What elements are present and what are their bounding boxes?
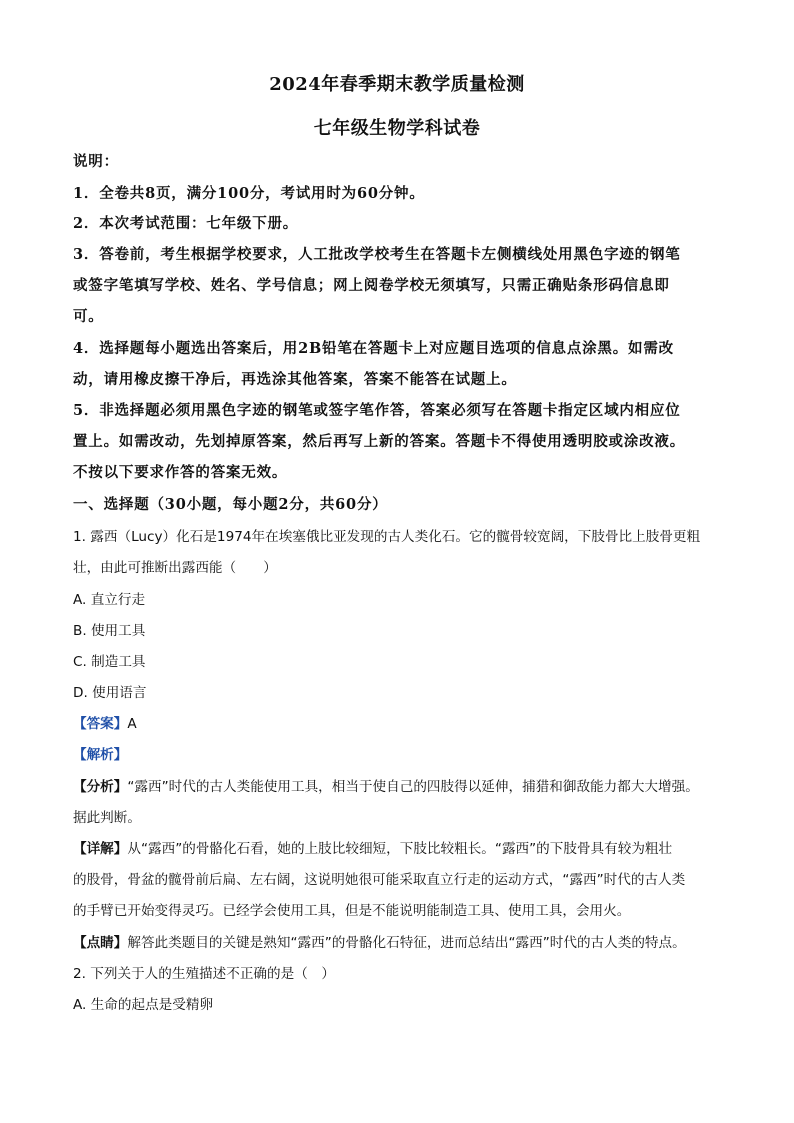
- instruction-line: 3．答卷前，考生根据学校要求，人工批改学校考生在答题卡左侧横线处用黑色字迹的钢笔: [73, 246, 681, 263]
- question-1-option-a: A. 直立行走: [73, 592, 146, 608]
- xiangjie-line-3: 的手臂已开始变得灵巧。已经学会使用工具，但是不能说明能制造工具、使用工具，会用火。: [73, 903, 631, 919]
- question-1-option-c: C. 制造工具: [73, 654, 146, 670]
- dianjing-tag: 【点睛】: [73, 935, 128, 951]
- fenxi-line-2: 据此判断。: [73, 810, 141, 826]
- xiangjie-line: [73, 837, 672, 857]
- instruction-line: 1．全卷共8页，满分100分，考试用时为60分钟。: [73, 185, 425, 202]
- instruction-line: 动，请用橡皮擦干净后，再选涂其他答案，答案不能答在试题上。: [73, 371, 517, 388]
- exam-title: 2024年春季期末教学质量检测: [269, 74, 525, 95]
- xiangjie-text: 从“露西”的骨骼化石看，她的上肢比较细短，下肢比较粗长。“露西”的下肢骨具有较为粗壮: [127, 841, 673, 857]
- question-2-stem: 2. 下列关于人的生殖描述不正确的是（ ）: [73, 966, 335, 982]
- instruction-line: 2．本次考试范围：七年级下册。: [73, 215, 299, 232]
- question-1-stem: 壮，由此可推断出露西能（ ）: [73, 560, 277, 576]
- xiangjie-line-2: 的股骨，骨盆的髋骨前后扁、左右阔，这说明她很可能采取直立行走的运动方式，“露西”时代的古人类: [73, 872, 686, 888]
- instruction-line: 可。: [73, 308, 104, 325]
- instruction-line: 不按以下要求作答的答案无效。: [73, 464, 288, 481]
- instructions-heading: 说明：: [73, 153, 119, 170]
- answer-value: A: [127, 716, 137, 732]
- answer-line: [73, 712, 137, 732]
- question-1-option-d: D. 使用语言: [73, 685, 147, 701]
- answer-tag: 【答案】: [73, 716, 128, 732]
- instruction-line: 或签字笔填写学校、姓名、学号信息；网上阅卷学校无须填写，只需正确贴条形码信息即: [73, 277, 670, 294]
- dianjing-text: 解答此类题目的关键是熟知“露西”的骨骼化石特征，进而总结出“露西”时代的古人类的特点。: [127, 935, 686, 951]
- question-1-stem: 1. 露西（Lucy）化石是1974年在埃塞俄比亚发现的古人类化石。它的髋骨较宽阔，下肢骨比上肢骨更粗: [73, 529, 701, 545]
- analysis-line: [73, 743, 127, 763]
- fenxi-text: “露西”时代的古人类能使用工具，相当于使自己的四肢得以延伸，捕猎和御敌能力都大大增强。: [127, 779, 699, 795]
- question-1-option-b: B. 使用工具: [73, 623, 146, 639]
- dianjing-line: [73, 931, 686, 951]
- analysis-tag: 【解析】: [73, 747, 128, 763]
- instruction-line: 置上。如需改动，先划掉原答案，然后再写上新的答案。答题卡不得使用透明胶或涂改液。: [73, 433, 685, 450]
- xiangjie-tag: 【详解】: [73, 841, 128, 857]
- instruction-line: 5．非选择题必须用黑色字迹的钢笔或签字笔作答，答案必须写在答题卡指定区域内相应位: [73, 402, 681, 419]
- fenxi-tag: 【分析】: [73, 779, 128, 795]
- question-2-option-a: A. 生命的起点是受精卵: [73, 997, 214, 1013]
- fenxi-line: [73, 775, 699, 795]
- exam-subtitle: 七年级生物学科试卷: [313, 118, 481, 139]
- instruction-line: 4．选择题每小题选出答案后，用2B铅笔在答题卡上对应题目选项的信息点涂黑。如需改: [73, 340, 674, 357]
- section-heading: 一、选择题（30小题，每小题2分，共60分）: [73, 496, 388, 513]
